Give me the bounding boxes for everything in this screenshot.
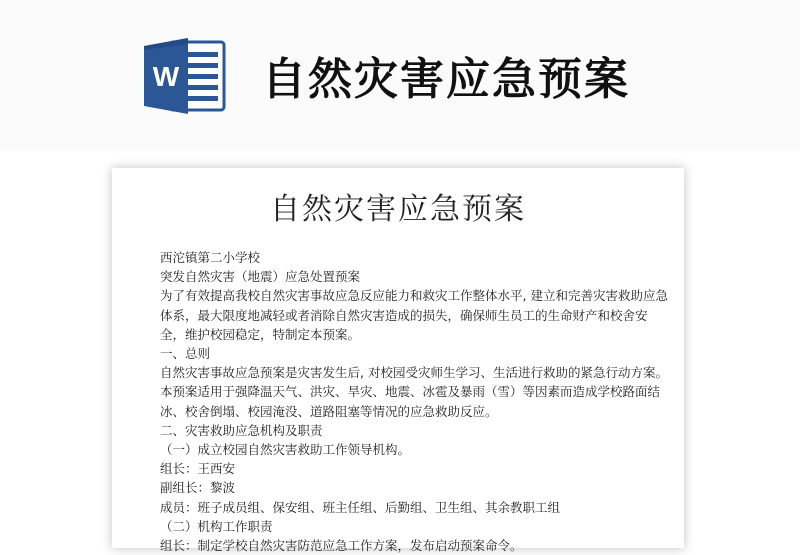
deputy-leader-line: 副组长：黎波: [160, 480, 236, 496]
general-paragraph: 自然灾害事故应急预案是灾害发生后, 对校园受灾师生学习、生活进行救助的紧急行动方案。本预案适用于强降温天气、洪灾、旱灾、地震、冰雹及暴雨（雪）等因素而造成学校路面结冰、校舍倒塌、校园淹没、道路阻塞等情况的应急救助反应。: [160, 365, 668, 419]
school-name-line: 西沱镇第二小学校: [160, 250, 261, 265]
word-document-icon: [142, 36, 226, 116]
document-body: [160, 248, 668, 555]
subsection-duties: （二）机构工作职责: [160, 518, 273, 534]
leader-duty-line: 组长：制定学校自然灾害防范应急工作方案，发布启动预案命令。: [160, 538, 523, 554]
banner-title: 自然灾害应急预案: [262, 54, 630, 105]
word-logo-letter: W: [152, 61, 180, 92]
subsection-leadership: （一）成立校园自然灾害救助工作领导机构。: [160, 442, 411, 458]
members-line: 成员：班子成员组、保安组、班主任组、后勤组、卫生组、其余教职工组: [160, 499, 561, 515]
section-heading-general: 一、总则: [160, 346, 211, 362]
document-page: [112, 168, 684, 554]
plan-subtitle-line: 突发自然灾害（地震）应急处置预案: [160, 269, 361, 285]
document-title: 自然灾害应急预案: [270, 192, 526, 227]
leader-line: 组长：王西安: [160, 461, 236, 477]
intro-paragraph: 为了有效提高我校自然灾害事故应急反应能力和救灾工作整体水平, 建立和完善灾害救助应急体系，最大限度地减轻或者消除自然灾害造成的损失，确保师生员工的生命财产和校舍安全，维护校园稳定，特制定本预案。: [160, 288, 668, 342]
banner: [0, 0, 800, 150]
section-heading-organization: 二、灾害救助应急机构及职责: [160, 422, 323, 438]
